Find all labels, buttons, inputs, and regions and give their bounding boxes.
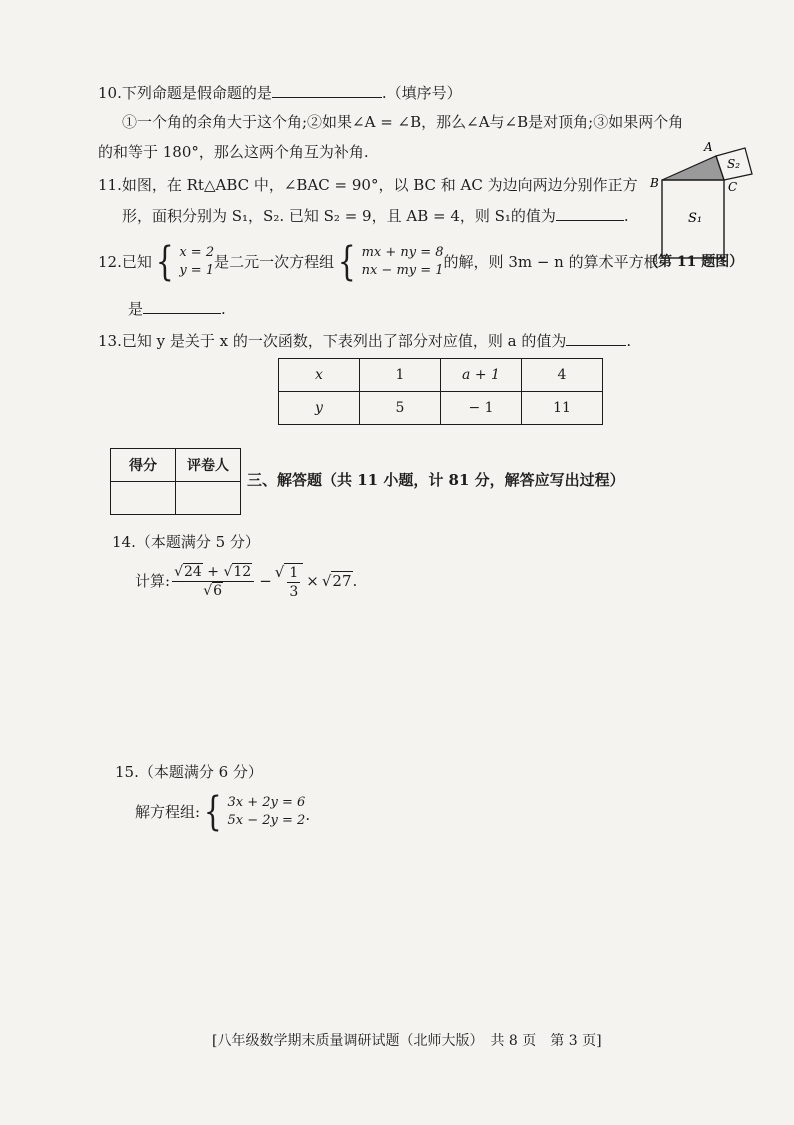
q10-stem: 下列命题是假命题的是 (121, 84, 272, 102)
sqrt-12: √12 (223, 563, 252, 580)
sqrt-24: √24 (174, 563, 202, 580)
sqrt-27: √27 (321, 572, 352, 590)
score-cell[interactable] (111, 482, 176, 515)
q15-end: . (305, 806, 311, 824)
label-c: C (728, 180, 738, 194)
q12-brace-left: { (155, 239, 174, 285)
q15-header: 15.（本题满分 6 分） (115, 763, 263, 781)
q12-number: 12. (98, 253, 122, 271)
page-footer: [八年级数学期末质量调研试题（北师大版） 共 8 页 第 3 页] (212, 1033, 602, 1049)
q15-prefix: 解方程组: (135, 803, 201, 821)
label-s1: S₁ (688, 211, 703, 226)
q10-hint: .（填序号） (381, 84, 462, 102)
grader-header: 评卷人 (176, 449, 241, 482)
q12-prefix: 已知 (121, 253, 152, 271)
q11-figure-caption: （第 11 题图） (644, 254, 744, 270)
q10-answer-blank[interactable] (272, 81, 382, 98)
q12-mid: 是二元一次方程组 (214, 253, 335, 271)
q13-number: 13. (98, 332, 122, 350)
q13-stem: 已知 y 是关于 x 的一次函数，下表列出了部分对应值，则 a 的值为 (121, 332, 567, 350)
q12-line2 (128, 297, 226, 320)
q15-brace: { (203, 789, 222, 835)
table-row (111, 482, 241, 515)
score-box (110, 448, 241, 515)
q14-plus: + (207, 563, 219, 580)
q15-eq1: 3x + 2y = 6 (227, 795, 306, 810)
table-cell: 11 (522, 392, 603, 425)
q10-options-line2: 的和等于 180°，那么这两个角互为补角. (98, 143, 369, 161)
q12-cond1: x = 2 (179, 245, 215, 260)
q14-times: × (306, 572, 319, 590)
q12-line1 (98, 239, 659, 285)
q11-number: 11. (98, 176, 122, 194)
q12-line2-text: 是 (128, 300, 144, 318)
grader-cell[interactable] (176, 482, 241, 515)
q11-line2 (122, 204, 629, 227)
q13-answer-blank[interactable] (566, 329, 626, 346)
q13-value-table (278, 358, 603, 425)
q12-cond2: y = 1 (179, 263, 215, 278)
q12-condition-system (152, 239, 215, 285)
q12-brace-right: { (337, 239, 356, 285)
q15-system (135, 790, 310, 834)
q14-frac-num: 1 (289, 565, 299, 581)
q13-line1 (98, 329, 631, 352)
q14-expression (135, 556, 357, 606)
table-cell: 4 (522, 359, 603, 392)
label-s2: S₂ (727, 157, 741, 171)
q13-end: . (626, 332, 632, 350)
score-header: 得分 (111, 449, 176, 482)
q14-minus: − (259, 572, 272, 590)
q12-answer-blank[interactable] (143, 297, 221, 314)
q11-answer-blank[interactable] (556, 204, 624, 221)
q11-text1: 如图，在 Rt△ABC 中，∠BAC = 90°，以 BC 和 AC 为边向两边分别作正方 (121, 176, 638, 194)
q14-prefix: 计算: (135, 572, 171, 590)
table-row (279, 392, 603, 425)
table-cell: 5 (360, 392, 441, 425)
table-cell: y (279, 392, 360, 425)
table-cell: a + 1 (441, 359, 522, 392)
label-a: A (704, 140, 713, 154)
q10-number: 10. (98, 84, 122, 102)
q12-suffix: 的解，则 3m − n 的算术平方根 (443, 253, 659, 271)
triangle-abc (662, 156, 724, 180)
q14-frac-den: 3 (289, 584, 299, 600)
q11-line1 (98, 174, 638, 196)
section3-title: 三、解答题（共 11 小题，计 81 分，解答应写出过程） (247, 471, 625, 489)
label-b: B (650, 176, 659, 190)
q14-fraction-1 (172, 563, 254, 600)
q12-eq2: nx − my = 1 (361, 263, 444, 278)
q12-eq1: mx + ny = 8 (361, 245, 444, 260)
table-cell: x (279, 359, 360, 392)
sqrt-one-third: √ $\frac{1}{3}$ (275, 561, 303, 601)
q15-eq2: 5x − 2y = 2 (227, 813, 306, 828)
table-row (111, 449, 241, 482)
table-cell: 1 (360, 359, 441, 392)
q12-equation-system (334, 239, 444, 285)
q14-header: 14.（本题满分 5 分） (112, 533, 260, 551)
q11-end: . (623, 207, 629, 225)
q10-line1 (98, 81, 462, 104)
sqrt-6: √6 (203, 582, 223, 599)
table-cell: − 1 (441, 392, 522, 425)
table-row (279, 359, 603, 392)
q10-options-line1: ①一个角的余角大于这个角;②如果∠A = ∠B，那么∠A与∠B是对顶角;③如果两个角 (122, 113, 684, 131)
q15-equation-system (200, 789, 306, 835)
q12-end: . (221, 300, 226, 318)
q11-text2: 形，面积分别为 S₁，S₂. 已知 S₂ = 9，且 AB = 4，则 S₁的值为 (122, 207, 556, 225)
q14-end: . (352, 572, 358, 590)
